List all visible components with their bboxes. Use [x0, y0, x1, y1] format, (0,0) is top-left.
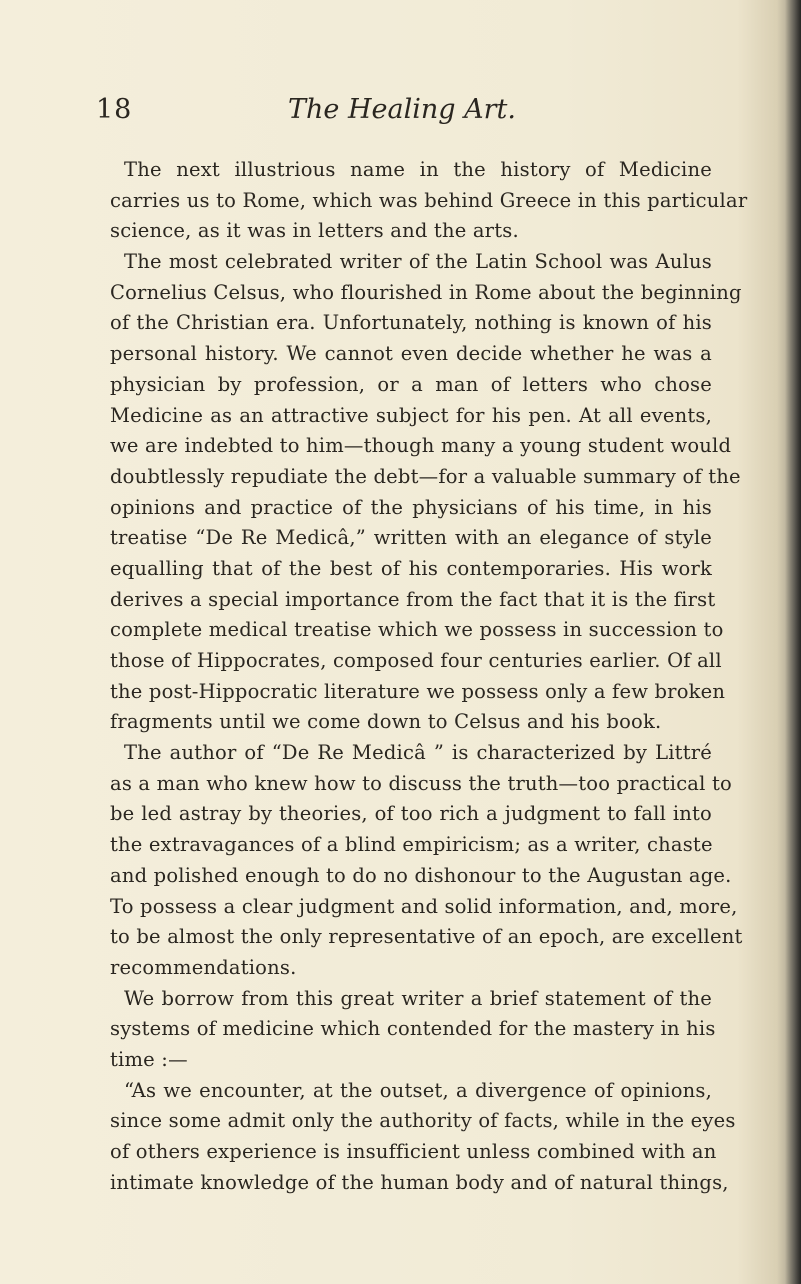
text-line: treatise “De Re Medicâ,” written with an elegance of style — [110, 526, 712, 550]
text-line: derives a special importance from the fact that it is the first — [110, 587, 716, 611]
text-line: personal history. We cannot even decide whether he was a — [110, 342, 712, 366]
text-line: of others experience is insufficient unless combined with an — [110, 1140, 717, 1163]
text-line: the post-Hippocratic literature we possess only a few broken — [110, 679, 726, 703]
text-line: We borrow from this great writer a brief statement of the — [124, 986, 712, 1010]
text-line: To possess a clear judgment and solid information, and, more, — [110, 894, 738, 918]
text-line: The next illustrious name in the history of Medicine — [124, 158, 712, 181]
text-line: fragments until we come down to Celsus and his book. — [110, 710, 662, 734]
text-line: to be almost the only representative of an epoch, are excellent — [110, 925, 743, 949]
page-header — [96, 94, 716, 134]
text-line: since some admit only the authority of facts, while in the eyes — [110, 1109, 736, 1133]
text-line: of the Christian era. Unfortunately, nothing is known of his — [110, 311, 712, 335]
text-line: we are indebted to him—though many a young student would — [110, 434, 732, 458]
text-line: time :— — [110, 1047, 188, 1071]
text-line: equalling that of the best of his contemporaries. His work — [110, 556, 712, 580]
text-line: carries us to Rome, which was behind Greece in this particular — [110, 188, 748, 212]
text-line: recommendations. — [110, 955, 297, 979]
text-line: physician by profession, or a man of letters who chose — [110, 372, 712, 396]
text-line: intimate knowledge of the human body and of natural things, — [110, 1170, 729, 1194]
text-line: the extravagances of a blind empiricism; as a writer, chaste — [110, 833, 713, 857]
page-edge-shadow — [785, 0, 801, 1284]
text-line: Cornelius Celsus, who flourished in Rome about the beginning — [110, 280, 742, 304]
text-line: systems of medicine which contended for the mastery in his — [110, 1017, 716, 1041]
text-line: be led astray by theories, of too rich a judgment to fall into — [110, 802, 712, 826]
text-line: The most celebrated writer of the Latin School was Aulus — [124, 250, 712, 274]
text-line: complete medical treatise which we possess in succession to — [110, 618, 724, 642]
text-line: The author of “De Re Medicâ ” is characterized by Littré — [124, 741, 712, 765]
page-number: 18 — [96, 94, 133, 125]
text-line: Medicine as an attractive subject for his pen. At all events, — [110, 403, 712, 427]
text-line: as a man who knew how to discuss the truth—too practical to — [110, 771, 732, 795]
body-text — [110, 155, 748, 1198]
text-line: “As we encounter, at the outset, a divergence of opinions, — [124, 1078, 712, 1102]
text-line: those of Hippocrates, composed four centuries earlier. Of all — [110, 649, 722, 672]
text-line: and polished enough to do no dishonour to the Augustan age. — [110, 863, 732, 887]
text-line: opinions and practice of the physicians of his time, in his — [110, 495, 712, 519]
text-line: doubtlessly repudiate the debt—for a valuable summary of the — [110, 464, 741, 488]
running-title: The Healing Art. — [288, 94, 516, 125]
text-line: science, as it was in letters and the arts. — [110, 219, 519, 243]
